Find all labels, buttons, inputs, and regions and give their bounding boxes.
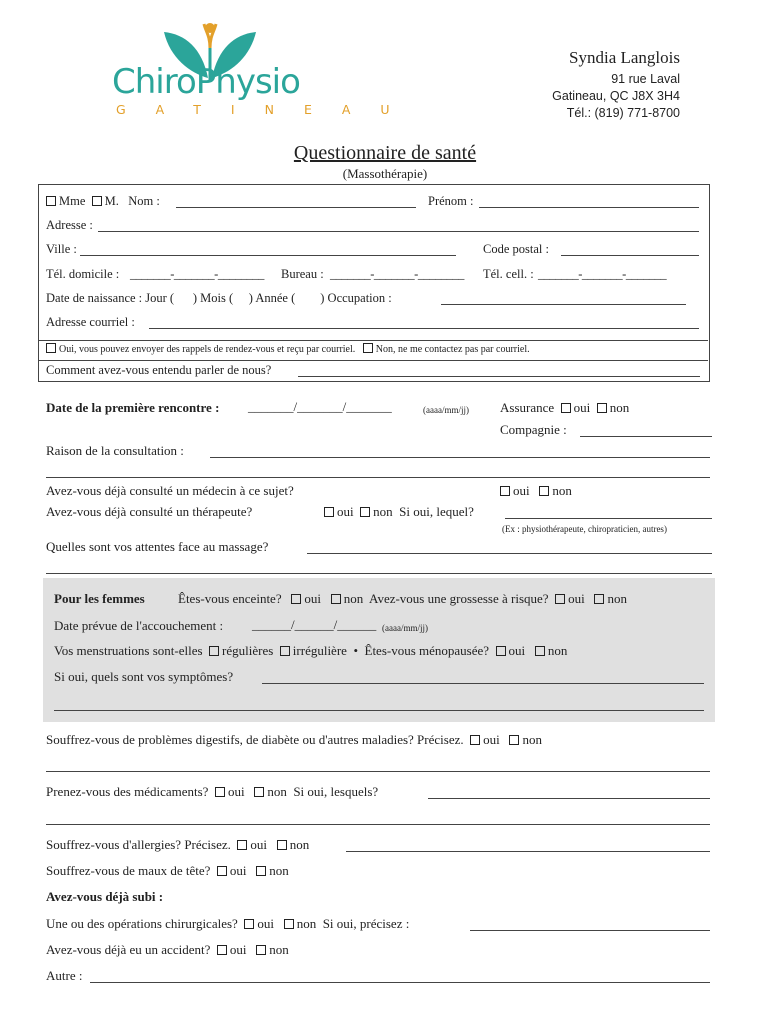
first-meeting-format: (aaaa/mm/jj) [423,405,469,415]
headaches-no-checkbox[interactable] [256,866,266,876]
occupation-field[interactable] [441,304,686,305]
other-field[interactable] [90,982,710,983]
surgery-detail-label: Si oui, précisez : [322,916,410,931]
menopause-yes-checkbox[interactable] [496,646,506,656]
allergies-field[interactable] [346,851,710,852]
risk-no-label: non [607,591,627,606]
dob-jour-label: Date de naissance : Jour ( [46,291,175,305]
therapist-field[interactable] [505,518,712,519]
digestive-question: Souffrez-vous de problèmes digestifs, de diabète ou d'autres maladies? Précisez. [46,732,464,747]
insurance-label: Assurance [500,400,555,415]
due-date-field[interactable]: ______/______/______ [252,617,377,632]
surgery-row [46,916,409,932]
title-row [46,194,160,209]
menopause-question: Êtes-vous ménopausée? [364,643,490,658]
consent-row [46,343,530,355]
menopause-yes-label: oui [508,643,526,658]
digestive-field[interactable] [46,771,710,772]
reason-field-2[interactable] [46,477,710,478]
prenom-field[interactable] [479,207,699,208]
first-meeting-field[interactable]: _______/_______/_______ [248,399,392,414]
reason-field[interactable] [210,457,710,458]
risk-no-checkbox[interactable] [594,594,604,604]
menopause-no-checkbox[interactable] [535,646,545,656]
tel-domicile-label: Tél. domicile : [46,267,120,281]
reason-label: Raison de la consultation : [46,443,184,458]
digestive-no-label: non [522,732,542,747]
symptoms-field[interactable] [262,683,704,684]
allergies-row [46,837,309,853]
meds-no-label: non [267,784,287,799]
digestive-yes-checkbox[interactable] [470,735,480,745]
therapist-no-label: non [373,504,393,519]
mme-checkbox[interactable] [46,196,56,206]
meds-yes-label: oui [227,784,245,799]
therapist-yes-label: oui [337,504,354,519]
ville-field[interactable] [80,255,456,256]
regular-label: régulières [222,643,274,658]
undergone-heading: Avez-vous déjà subi : [46,889,164,904]
surgery-yes-checkbox[interactable] [244,919,254,929]
accident-yes-label: oui [229,942,247,957]
pregnant-yes-label: oui [304,591,321,606]
meds-question: Prenez-vous des médicaments? [46,784,209,799]
menstruation-row [54,643,567,659]
nom-label: Nom : [128,194,160,208]
insurance-yes-checkbox[interactable] [561,403,571,413]
surgery-no-checkbox[interactable] [284,919,294,929]
dob-annee-label: ) Année ( [248,291,296,305]
doctor-options [500,483,572,499]
pregnant-question: Êtes-vous enceinte? [178,591,282,606]
allergies-no-checkbox[interactable] [277,840,287,850]
adresse-field[interactable] [98,231,699,232]
doctor-question: Avez-vous déjà consulté un médecin à ce sujet? [46,483,294,498]
headaches-yes-label: oui [229,863,247,878]
allergies-question: Souffrez-vous d'allergies? Précisez. [46,837,231,852]
therapist-which-label: Si oui, lequel? [399,504,474,519]
bureau-label: Bureau : [281,267,324,281]
consent-yes-checkbox[interactable] [46,343,56,353]
tel-cell-field[interactable]: _______-_______-_______ [538,267,667,281]
headaches-question: Souffrez-vous de maux de tête? [46,863,211,878]
page-title: Questionnaire de santé [293,142,477,164]
dob-row [46,291,392,306]
pregnancy-row [178,591,627,607]
therapist-question: Avez-vous déjà consulté un thérapeute? [46,504,253,519]
pregnant-no-label: non [343,591,364,606]
due-date-format: (aaaa/mm/jj) [382,623,428,633]
digestive-no-checkbox[interactable] [509,735,519,745]
therapist-options [324,504,474,520]
meds-row [46,784,378,800]
code-postal-field[interactable] [561,255,699,256]
m-label: M. [104,194,119,208]
accident-no-checkbox[interactable] [256,945,266,955]
accident-question: Avez-vous déjà eu un accident? [46,942,211,957]
bullet-icon: • [353,643,358,658]
adresse-label: Adresse : [46,218,93,232]
practitioner-street: 91 rue Laval [611,72,680,86]
risk-yes-checkbox[interactable] [555,594,565,604]
doctor-no-checkbox[interactable] [539,486,549,496]
meds-field-2[interactable] [46,824,710,825]
headaches-row [46,863,289,879]
ville-label: Ville : [46,242,77,256]
irregular-label: irrégulière [292,643,347,658]
m-checkbox[interactable] [92,196,102,206]
risk-yes-label: oui [568,591,585,606]
pregnant-no-checkbox[interactable] [331,594,341,604]
doctor-no-label: non [552,483,572,498]
consent-no-label: Non, ne me contactez pas par courriel. [375,344,530,355]
headaches-yes-checkbox[interactable] [217,866,227,876]
risk-question: Avez-vous une grossesse à risque? [369,591,549,606]
regular-checkbox[interactable] [209,646,219,656]
insurance-no-label: non [609,400,630,415]
accident-yes-checkbox[interactable] [217,945,227,955]
doctor-yes-label: oui [513,483,530,498]
women-heading: Pour les femmes [54,591,145,606]
dob-mois-label: ) Mois ( [192,291,234,305]
therapist-examples: (Ex : physiothérapeute, chiropraticien, autres) [502,524,667,534]
menstruation-label: Vos menstruations sont-elles [54,643,203,658]
prenom-label: Prénom : [428,194,474,208]
accident-row [46,942,289,958]
headaches-no-label: non [269,863,289,878]
insurance-row [500,400,629,416]
consent-yes-label: Oui, vous pouvez envoyer des rappels de rendez-vous et reçu par courriel. [59,344,356,355]
nom-field[interactable] [176,207,416,208]
allergies-yes-label: oui [250,837,268,852]
referral-field[interactable] [298,376,700,377]
expectations-field[interactable] [307,553,712,554]
practitioner-name: Syndia Langlois [569,48,680,67]
due-date-label: Date prévue de l'accouchement : [54,618,224,633]
therapist-no-checkbox[interactable] [360,507,370,517]
logo-city: GATINEAU [116,102,420,117]
surgery-question: Une ou des opérations chirurgicales? [46,916,238,931]
meds-yes-checkbox[interactable] [215,787,225,797]
allergies-yes-checkbox[interactable] [237,840,247,850]
bureau-field[interactable]: _______-_______-________ [330,267,464,281]
accident-no-label: non [269,942,289,957]
digestive-row [46,732,542,748]
surgery-no-label: non [296,916,317,931]
company-field[interactable] [580,436,712,437]
first-meeting-label: Date de la première rencontre : [46,400,220,415]
code-postal-label: Code postal : [483,242,549,256]
occupation-label: ) Occupation : [320,291,392,305]
pregnant-yes-checkbox[interactable] [291,594,301,604]
insurance-yes-label: oui [573,400,591,415]
expectations-field-2[interactable] [46,573,712,574]
irregular-checkbox[interactable] [280,646,290,656]
consent-no-checkbox[interactable] [363,343,373,353]
menopause-no-label: non [547,643,568,658]
practitioner-city: Gatineau, QC J8X 3H4 [552,89,680,103]
surgery-yes-label: oui [257,916,274,931]
meds-which-label: Si oui, lesquels? [293,784,379,799]
other-label: Autre : [46,968,83,983]
tel-domicile-field[interactable]: _______-_______-________ [130,267,264,281]
courriel-label: Adresse courriel : [46,315,135,329]
symptoms-field-2[interactable] [54,710,704,711]
symptoms-label: Si oui, quels sont vos symptômes? [54,669,234,684]
meds-no-checkbox[interactable] [254,787,264,797]
insurance-no-checkbox[interactable] [597,403,607,413]
page-subtitle: (Massothérapie) [342,166,428,181]
practitioner-phone: Tél.: (819) 771-8700 [566,106,680,120]
meds-field[interactable] [428,798,710,799]
logo-name: ChiroPhysio [112,62,300,102]
courriel-field[interactable] [149,328,699,329]
doctor-yes-checkbox[interactable] [500,486,510,496]
surgery-field[interactable] [470,930,710,931]
company-label: Compagnie : [500,422,567,437]
referral-label: Comment avez-vous entendu parler de nous? [46,363,272,377]
tel-cell-label: Tél. cell. : [483,267,534,281]
digestive-yes-label: oui [483,732,500,747]
expectations-label: Quelles sont vos attentes face au massage? [46,539,269,554]
allergies-no-label: non [289,837,310,852]
therapist-yes-checkbox[interactable] [324,507,334,517]
mme-label: Mme [59,194,86,208]
